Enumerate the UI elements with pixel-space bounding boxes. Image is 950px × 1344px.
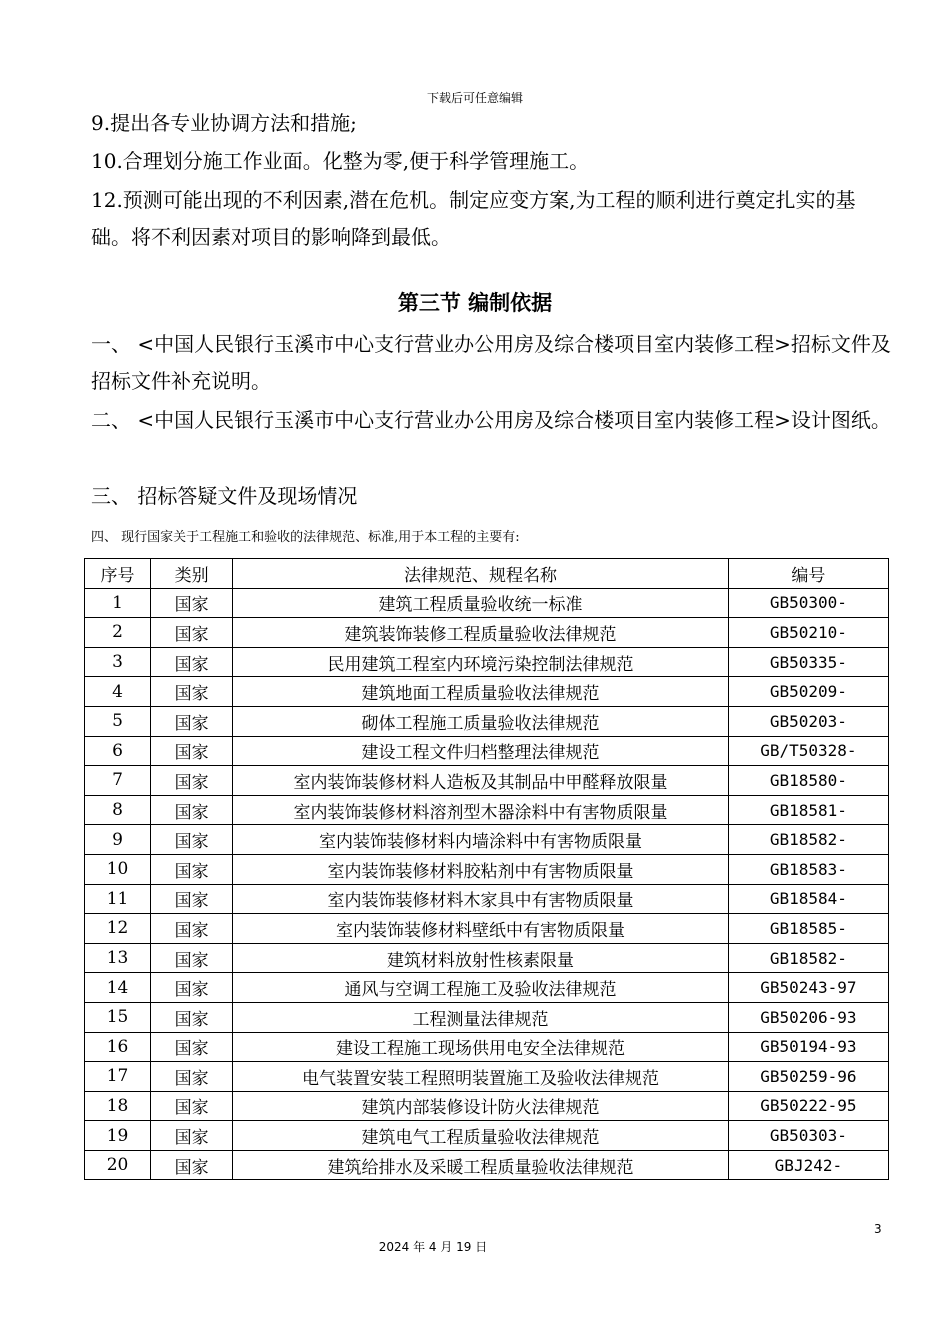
cell-name: 民用建筑工程室内环境污染控制法律规范 xyxy=(233,647,729,677)
cell-category: 国家 xyxy=(151,647,233,677)
table-row xyxy=(85,1150,889,1180)
cell-code: GB18584- xyxy=(728,884,888,914)
cell-no: 13 xyxy=(85,943,151,973)
cell-name: 室内装饰装修材料木家具中有害物质限量 xyxy=(233,884,729,914)
cell-category: 国家 xyxy=(151,825,233,855)
cell-no: 20 xyxy=(85,1150,151,1180)
cell-code: GBJ242- xyxy=(728,1150,888,1180)
cell-name: 建筑装饰装修工程质量验收法律规范 xyxy=(233,618,729,648)
cell-no: 18 xyxy=(85,1091,151,1121)
header-category: 类别 xyxy=(151,559,233,589)
cell-category: 国家 xyxy=(151,884,233,914)
cell-no: 2 xyxy=(85,618,151,648)
cell-code: GB50335- xyxy=(728,647,888,677)
cell-no: 19 xyxy=(85,1121,151,1151)
table-row xyxy=(85,943,889,973)
table-row xyxy=(85,1032,889,1062)
cell-code: GB18582- xyxy=(728,825,888,855)
cell-category: 国家 xyxy=(151,618,233,648)
table-row xyxy=(85,677,889,707)
cell-no: 16 xyxy=(85,1032,151,1062)
basis-item-4: 四、 现行国家关于工程施工和验收的法律规范、标准,用于本工程的主要有: xyxy=(91,530,520,545)
cell-category: 国家 xyxy=(151,1032,233,1062)
cell-category: 国家 xyxy=(151,854,233,884)
cell-code: GB18585- xyxy=(728,914,888,944)
table-row xyxy=(85,973,889,1003)
cell-code: GB18583- xyxy=(728,854,888,884)
cell-no: 3 xyxy=(85,647,151,677)
cell-name: 建设工程文件归档整理法律规范 xyxy=(233,736,729,766)
cell-category: 国家 xyxy=(151,973,233,1003)
section-title: 第三节 编制依据 xyxy=(397,291,553,315)
cell-name: 室内装饰装修材料溶剂型木器涂料中有害物质限量 xyxy=(233,795,729,825)
cell-no: 14 xyxy=(85,973,151,1003)
table-row xyxy=(85,1002,889,1032)
cell-no: 15 xyxy=(85,1002,151,1032)
cell-category: 国家 xyxy=(151,1150,233,1180)
paragraph-12: 12.预测可能出现的不利因素,潜在危机。制定应变方案,为工程的顺利进行奠定扎实的基础。将不利因素对项目的影响降到最低。 xyxy=(91,188,856,249)
cell-category: 国家 xyxy=(151,795,233,825)
cell-name: 建设工程施工现场供用电安全法律规范 xyxy=(233,1032,729,1062)
header-note: 下载后可任意编辑 xyxy=(426,91,523,105)
cell-name: 室内装饰装修材料壁纸中有害物质限量 xyxy=(233,914,729,944)
cell-name: 电气装置安装工程照明装置施工及验收法律规范 xyxy=(233,1062,729,1092)
table-row xyxy=(85,647,889,677)
cell-code: GB50209- xyxy=(728,677,888,707)
cell-category: 国家 xyxy=(151,1121,233,1151)
cell-code: GB50222-95 xyxy=(728,1091,888,1121)
cell-no: 6 xyxy=(85,736,151,766)
cell-name: 通风与空调工程施工及验收法律规范 xyxy=(233,973,729,1003)
cell-category: 国家 xyxy=(151,706,233,736)
cell-category: 国家 xyxy=(151,1002,233,1032)
cell-code: GB50206-93 xyxy=(728,1002,888,1032)
cell-category: 国家 xyxy=(151,1091,233,1121)
cell-no: 9 xyxy=(85,825,151,855)
cell-category: 国家 xyxy=(151,736,233,766)
table-row xyxy=(85,854,889,884)
cell-name: 砌体工程施工质量验收法律规范 xyxy=(233,706,729,736)
cell-no: 11 xyxy=(85,884,151,914)
cell-code: GB50203- xyxy=(728,706,888,736)
cell-code: GB50194-93 xyxy=(728,1032,888,1062)
header-code: 编号 xyxy=(728,559,888,589)
cell-no: 10 xyxy=(85,854,151,884)
cell-no: 4 xyxy=(85,677,151,707)
footer-date: 2024 年 4 月 19 日 xyxy=(378,1240,488,1254)
cell-name: 室内装饰装修材料人造板及其制品中甲醛释放限量 xyxy=(233,766,729,796)
cell-code: GB50303- xyxy=(728,1121,888,1151)
cell-name: 室内装饰装修材料内墙涂料中有害物质限量 xyxy=(233,825,729,855)
table-header-row xyxy=(85,559,889,589)
paragraph-9: 9.提出各专业协调方法和措施; xyxy=(91,111,357,135)
cell-category: 国家 xyxy=(151,914,233,944)
cell-name: 建筑内部装修设计防火法律规范 xyxy=(233,1091,729,1121)
table-row xyxy=(85,588,889,618)
basis-item-3: 三、 招标答疑文件及现场情况 xyxy=(91,484,358,508)
table-row xyxy=(85,1121,889,1151)
page-number: 3 xyxy=(874,1222,882,1236)
cell-category: 国家 xyxy=(151,588,233,618)
table-row xyxy=(85,736,889,766)
basis-item-1: 一、 <中国人民银行玉溪市中心支行营业办公用房及综合楼项目室内装修工程>招标文件及招标文件补充说明。 xyxy=(91,332,891,393)
table-row xyxy=(85,884,889,914)
cell-category: 国家 xyxy=(151,1062,233,1092)
cell-category: 国家 xyxy=(151,677,233,707)
cell-code: GB50210- xyxy=(728,618,888,648)
standards-table xyxy=(84,558,889,1180)
cell-code: GB18581- xyxy=(728,795,888,825)
table-row xyxy=(85,706,889,736)
cell-code: GB50259-96 xyxy=(728,1062,888,1092)
cell-name: 建筑材料放射性核素限量 xyxy=(233,943,729,973)
cell-category: 国家 xyxy=(151,943,233,973)
cell-no: 7 xyxy=(85,766,151,796)
cell-code: GB/T50328- xyxy=(728,736,888,766)
cell-category: 国家 xyxy=(151,766,233,796)
cell-no: 1 xyxy=(85,588,151,618)
table-row xyxy=(85,1062,889,1092)
table-row xyxy=(85,1091,889,1121)
table-body xyxy=(85,588,889,1180)
cell-code: GB50243-97 xyxy=(728,973,888,1003)
cell-name: 建筑给排水及采暖工程质量验收法律规范 xyxy=(233,1150,729,1180)
table-row xyxy=(85,825,889,855)
cell-no: 8 xyxy=(85,795,151,825)
cell-no: 5 xyxy=(85,706,151,736)
paragraph-10: 10.合理划分施工作业面。化整为零,便于科学管理施工。 xyxy=(91,149,590,173)
cell-no: 17 xyxy=(85,1062,151,1092)
cell-name: 建筑电气工程质量验收法律规范 xyxy=(233,1121,729,1151)
table-row xyxy=(85,618,889,648)
cell-name: 室内装饰装修材料胶粘剂中有害物质限量 xyxy=(233,854,729,884)
table-row xyxy=(85,914,889,944)
cell-no: 12 xyxy=(85,914,151,944)
cell-name: 建筑地面工程质量验收法律规范 xyxy=(233,677,729,707)
table-row xyxy=(85,795,889,825)
header-no: 序号 xyxy=(85,559,151,589)
cell-name: 建筑工程质量验收统一标准 xyxy=(233,588,729,618)
cell-name: 工程测量法律规范 xyxy=(233,1002,729,1032)
cell-code: GB18582- xyxy=(728,943,888,973)
table-row xyxy=(85,766,889,796)
basis-item-2: 二、 <中国人民银行玉溪市中心支行营业办公用房及综合楼项目室内装修工程>设计图纸。 xyxy=(91,408,891,432)
cell-code: GB18580- xyxy=(728,766,888,796)
cell-code: GB50300- xyxy=(728,588,888,618)
header-name: 法律规范、规程名称 xyxy=(233,559,729,589)
